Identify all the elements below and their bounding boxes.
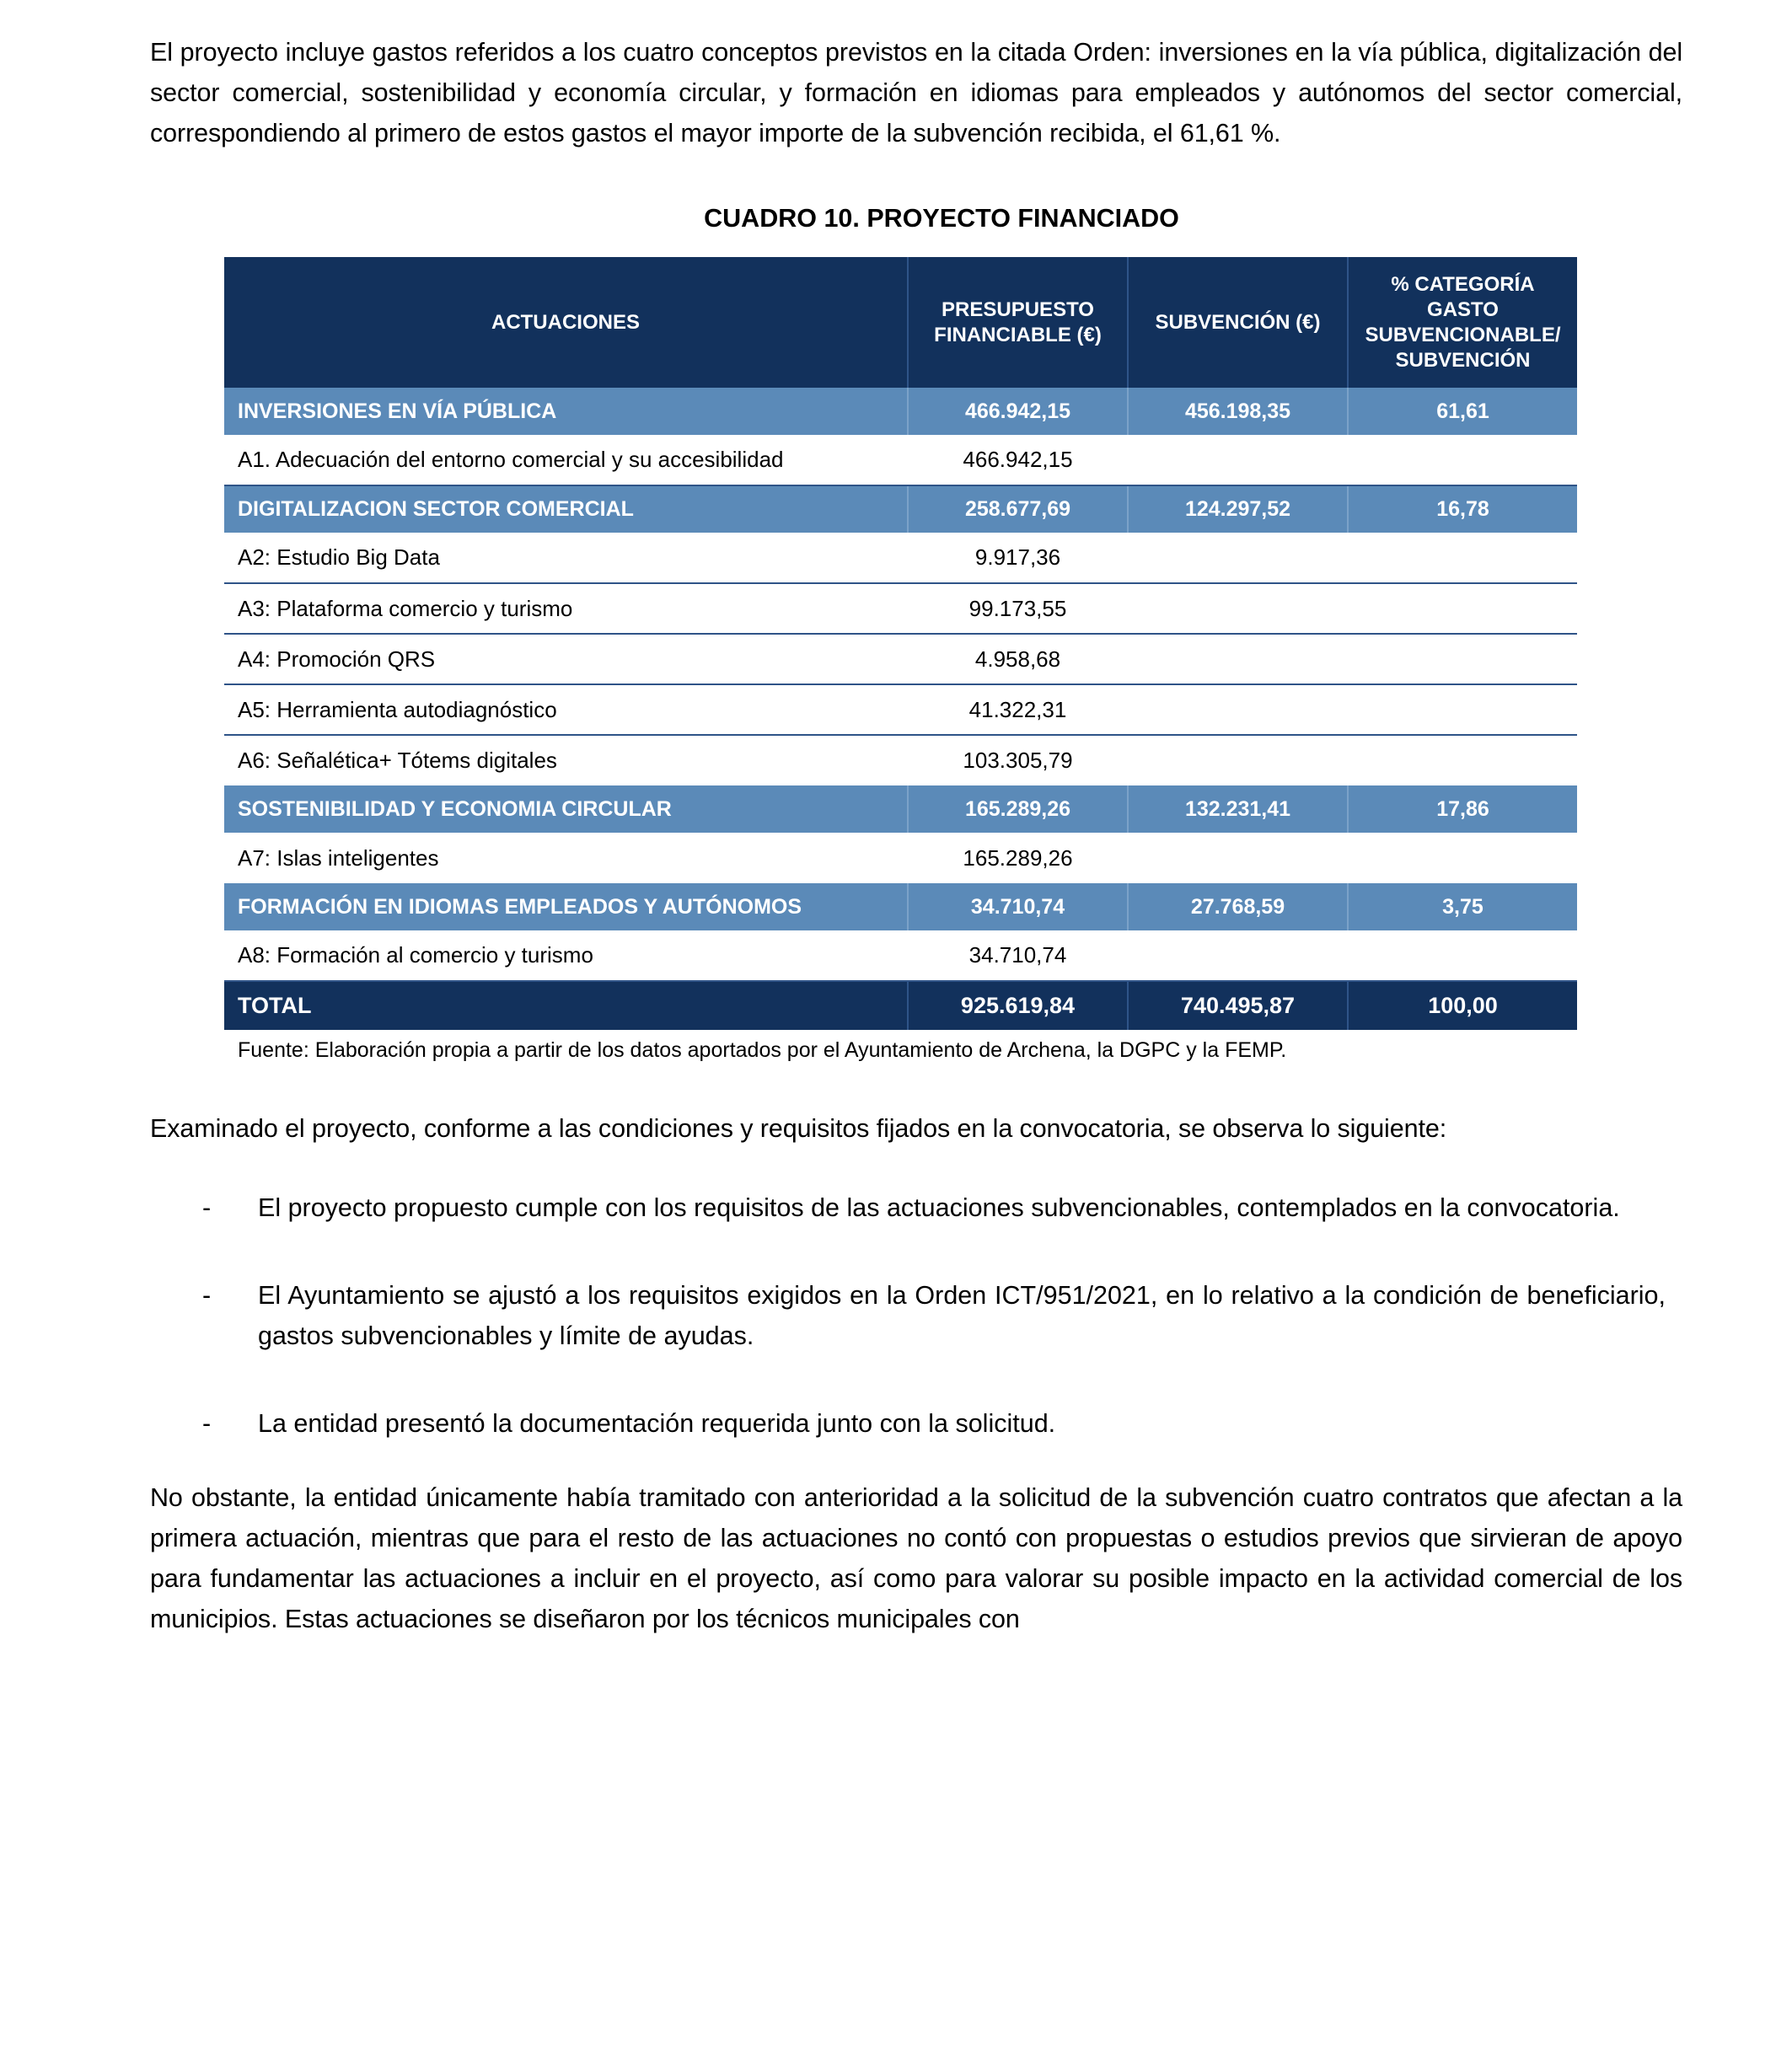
row-subvencion <box>1128 583 1348 634</box>
row-porcentaje: 61,61 <box>1348 388 1577 435</box>
spacer <box>150 153 1682 204</box>
table-row <box>224 735 1577 785</box>
row-porcentaje: 3,75 <box>1348 883 1577 930</box>
row-label: A8: Formación al comercio y turismo <box>224 930 908 981</box>
table-row <box>224 583 1577 634</box>
column-header-presupuesto: PRESUPUESTO FINANCIABLE (€) <box>908 257 1128 388</box>
row-subvencion <box>1128 634 1348 684</box>
row-porcentaje <box>1348 533 1577 583</box>
row-subvencion: 132.231,41 <box>1128 785 1348 833</box>
row-porcentaje <box>1348 684 1577 735</box>
spacer <box>150 1063 1682 1108</box>
observations-list <box>150 1187 1682 1444</box>
row-porcentaje <box>1348 930 1577 981</box>
table-row <box>224 833 1577 883</box>
table-row <box>224 930 1577 981</box>
row-presupuesto: 165.289,26 <box>908 833 1128 883</box>
row-subvencion <box>1128 735 1348 785</box>
row-subvencion: 124.297,52 <box>1128 485 1348 533</box>
financial-table-wrap <box>224 257 1577 1063</box>
list-item <box>150 1187 1682 1228</box>
row-porcentaje <box>1348 583 1577 634</box>
column-header-subvencion: SUBVENCIÓN (€) <box>1128 257 1348 388</box>
spacer <box>150 233 1682 257</box>
row-porcentaje: 16,78 <box>1348 485 1577 533</box>
row-subvencion: 27.768,59 <box>1128 883 1348 930</box>
row-label: A5: Herramienta autodiagnóstico <box>224 684 908 735</box>
table-header-row <box>224 257 1577 388</box>
table-caption: CUADRO 10. PROYECTO FINANCIADO <box>704 204 1179 233</box>
row-presupuesto: 34.710,74 <box>908 883 1128 930</box>
row-label: FORMACIÓN EN IDIOMAS EMPLEADOS Y AUTÓNOMOS <box>224 883 908 930</box>
row-label: A1. Adecuación del entorno comercial y su accesibilidad <box>224 435 908 485</box>
list-item-text: La entidad presentó la documentación requerida junto con la solicitud. <box>258 1409 1056 1438</box>
row-porcentaje <box>1348 634 1577 684</box>
row-subvencion <box>1128 833 1348 883</box>
row-presupuesto: 466.942,15 <box>908 435 1128 485</box>
table-total-row <box>224 981 1577 1030</box>
row-subvencion <box>1128 684 1348 735</box>
table-source-note: Fuente: Elaboración propia a partir de los datos aportados por el Ayuntamiento de Archena, la DGPC y la FEMP. <box>238 1038 1287 1062</box>
row-porcentaje: 100,00 <box>1348 981 1577 1030</box>
row-presupuesto: 103.305,79 <box>908 735 1128 785</box>
row-label: DIGITALIZACION SECTOR COMERCIAL <box>224 485 908 533</box>
table-row <box>224 634 1577 684</box>
row-label: A4: Promoción QRS <box>224 634 908 684</box>
row-subvencion: 456.198,35 <box>1128 388 1348 435</box>
table-row <box>224 684 1577 735</box>
closing-paragraph: No obstante, la entidad únicamente había tramitado con anterioridad a la solicitud de la subvención cuatro contratos que afectan a la primera actuación, mientras que para el resto de las actuaciones no contó con propuestas o estudios previos que sirvieran de apoyo para fundamentar las actuaciones a incluir en el proyecto, así como para valorar su posible impacto en la actividad comercial de los municipios. Estas actuaciones se diseñaron por los técnicos municipales con <box>150 1483 1682 1633</box>
row-subvencion <box>1128 930 1348 981</box>
dash-bullet-icon: - <box>202 1409 212 1438</box>
table-row <box>224 435 1577 485</box>
row-subvencion: 740.495,87 <box>1128 981 1348 1030</box>
dash-bullet-icon: - <box>202 1193 212 1222</box>
spacer <box>150 1444 1682 1477</box>
row-presupuesto: 9.917,36 <box>908 533 1128 583</box>
row-subvencion <box>1128 533 1348 583</box>
column-header-porcentaje: % CATEGORÍA GASTO SUBVENCIONABLE/ SUBVENCIÓN <box>1348 257 1577 388</box>
table-row <box>224 388 1577 435</box>
row-presupuesto: 34.710,74 <box>908 930 1128 981</box>
table-row <box>224 533 1577 583</box>
row-label: A2: Estudio Big Data <box>224 533 908 583</box>
row-presupuesto: 99.173,55 <box>908 583 1128 634</box>
row-label: TOTAL <box>224 981 908 1030</box>
table-row <box>224 785 1577 833</box>
intro-paragraph: El proyecto incluye gastos referidos a los cuatro conceptos previstos en la citada Orden: inversiones en la vía pública, digitalización del sector comercial, sostenibilidad y economía circular, y formación en idiomas para empleados y autónomos del sector comercial, correspondiendo al primero de estos gastos el mayor importe de la subvención recibida, el 61,61 %. <box>150 38 1682 147</box>
row-label: SOSTENIBILIDAD Y ECONOMIA CIRCULAR <box>224 785 908 833</box>
dash-bullet-icon: - <box>202 1281 212 1310</box>
list-item-text: El proyecto propuesto cumple con los requisitos de las actuaciones subvencionables, contemplados en la convocatoria. <box>258 1193 1620 1222</box>
list-item-text: El Ayuntamiento se ajustó a los requisitos exigidos en la Orden ICT/951/2021, en lo relativo a la condición de beneficiario, gastos subvencionables y límite de ayudas. <box>258 1281 1666 1350</box>
table-row <box>224 485 1577 533</box>
row-presupuesto: 258.677,69 <box>908 485 1128 533</box>
spacer <box>150 1149 1682 1187</box>
row-label: INVERSIONES EN VÍA PÚBLICA <box>224 388 908 435</box>
row-presupuesto: 4.958,68 <box>908 634 1128 684</box>
row-subvencion <box>1128 435 1348 485</box>
row-porcentaje <box>1348 435 1577 485</box>
list-item <box>150 1403 1682 1444</box>
row-porcentaje <box>1348 833 1577 883</box>
column-header-actuaciones: ACTUACIONES <box>224 257 908 388</box>
row-presupuesto: 41.322,31 <box>908 684 1128 735</box>
row-label: A6: Señalética+ Tótems digitales <box>224 735 908 785</box>
financial-table <box>224 257 1577 1030</box>
examined-paragraph: Examinado el proyecto, conforme a las condiciones y requisitos fijados en la convocatoria, se observa lo siguiente: <box>150 1114 1447 1143</box>
row-presupuesto: 165.289,26 <box>908 785 1128 833</box>
row-porcentaje: 17,86 <box>1348 785 1577 833</box>
list-item <box>150 1275 1682 1356</box>
table-row <box>224 883 1577 930</box>
row-presupuesto: 925.619,84 <box>908 981 1128 1030</box>
row-label: A7: Islas inteligentes <box>224 833 908 883</box>
row-porcentaje <box>1348 735 1577 785</box>
row-label: A3: Plataforma comercio y turismo <box>224 583 908 634</box>
row-presupuesto: 466.942,15 <box>908 388 1128 435</box>
